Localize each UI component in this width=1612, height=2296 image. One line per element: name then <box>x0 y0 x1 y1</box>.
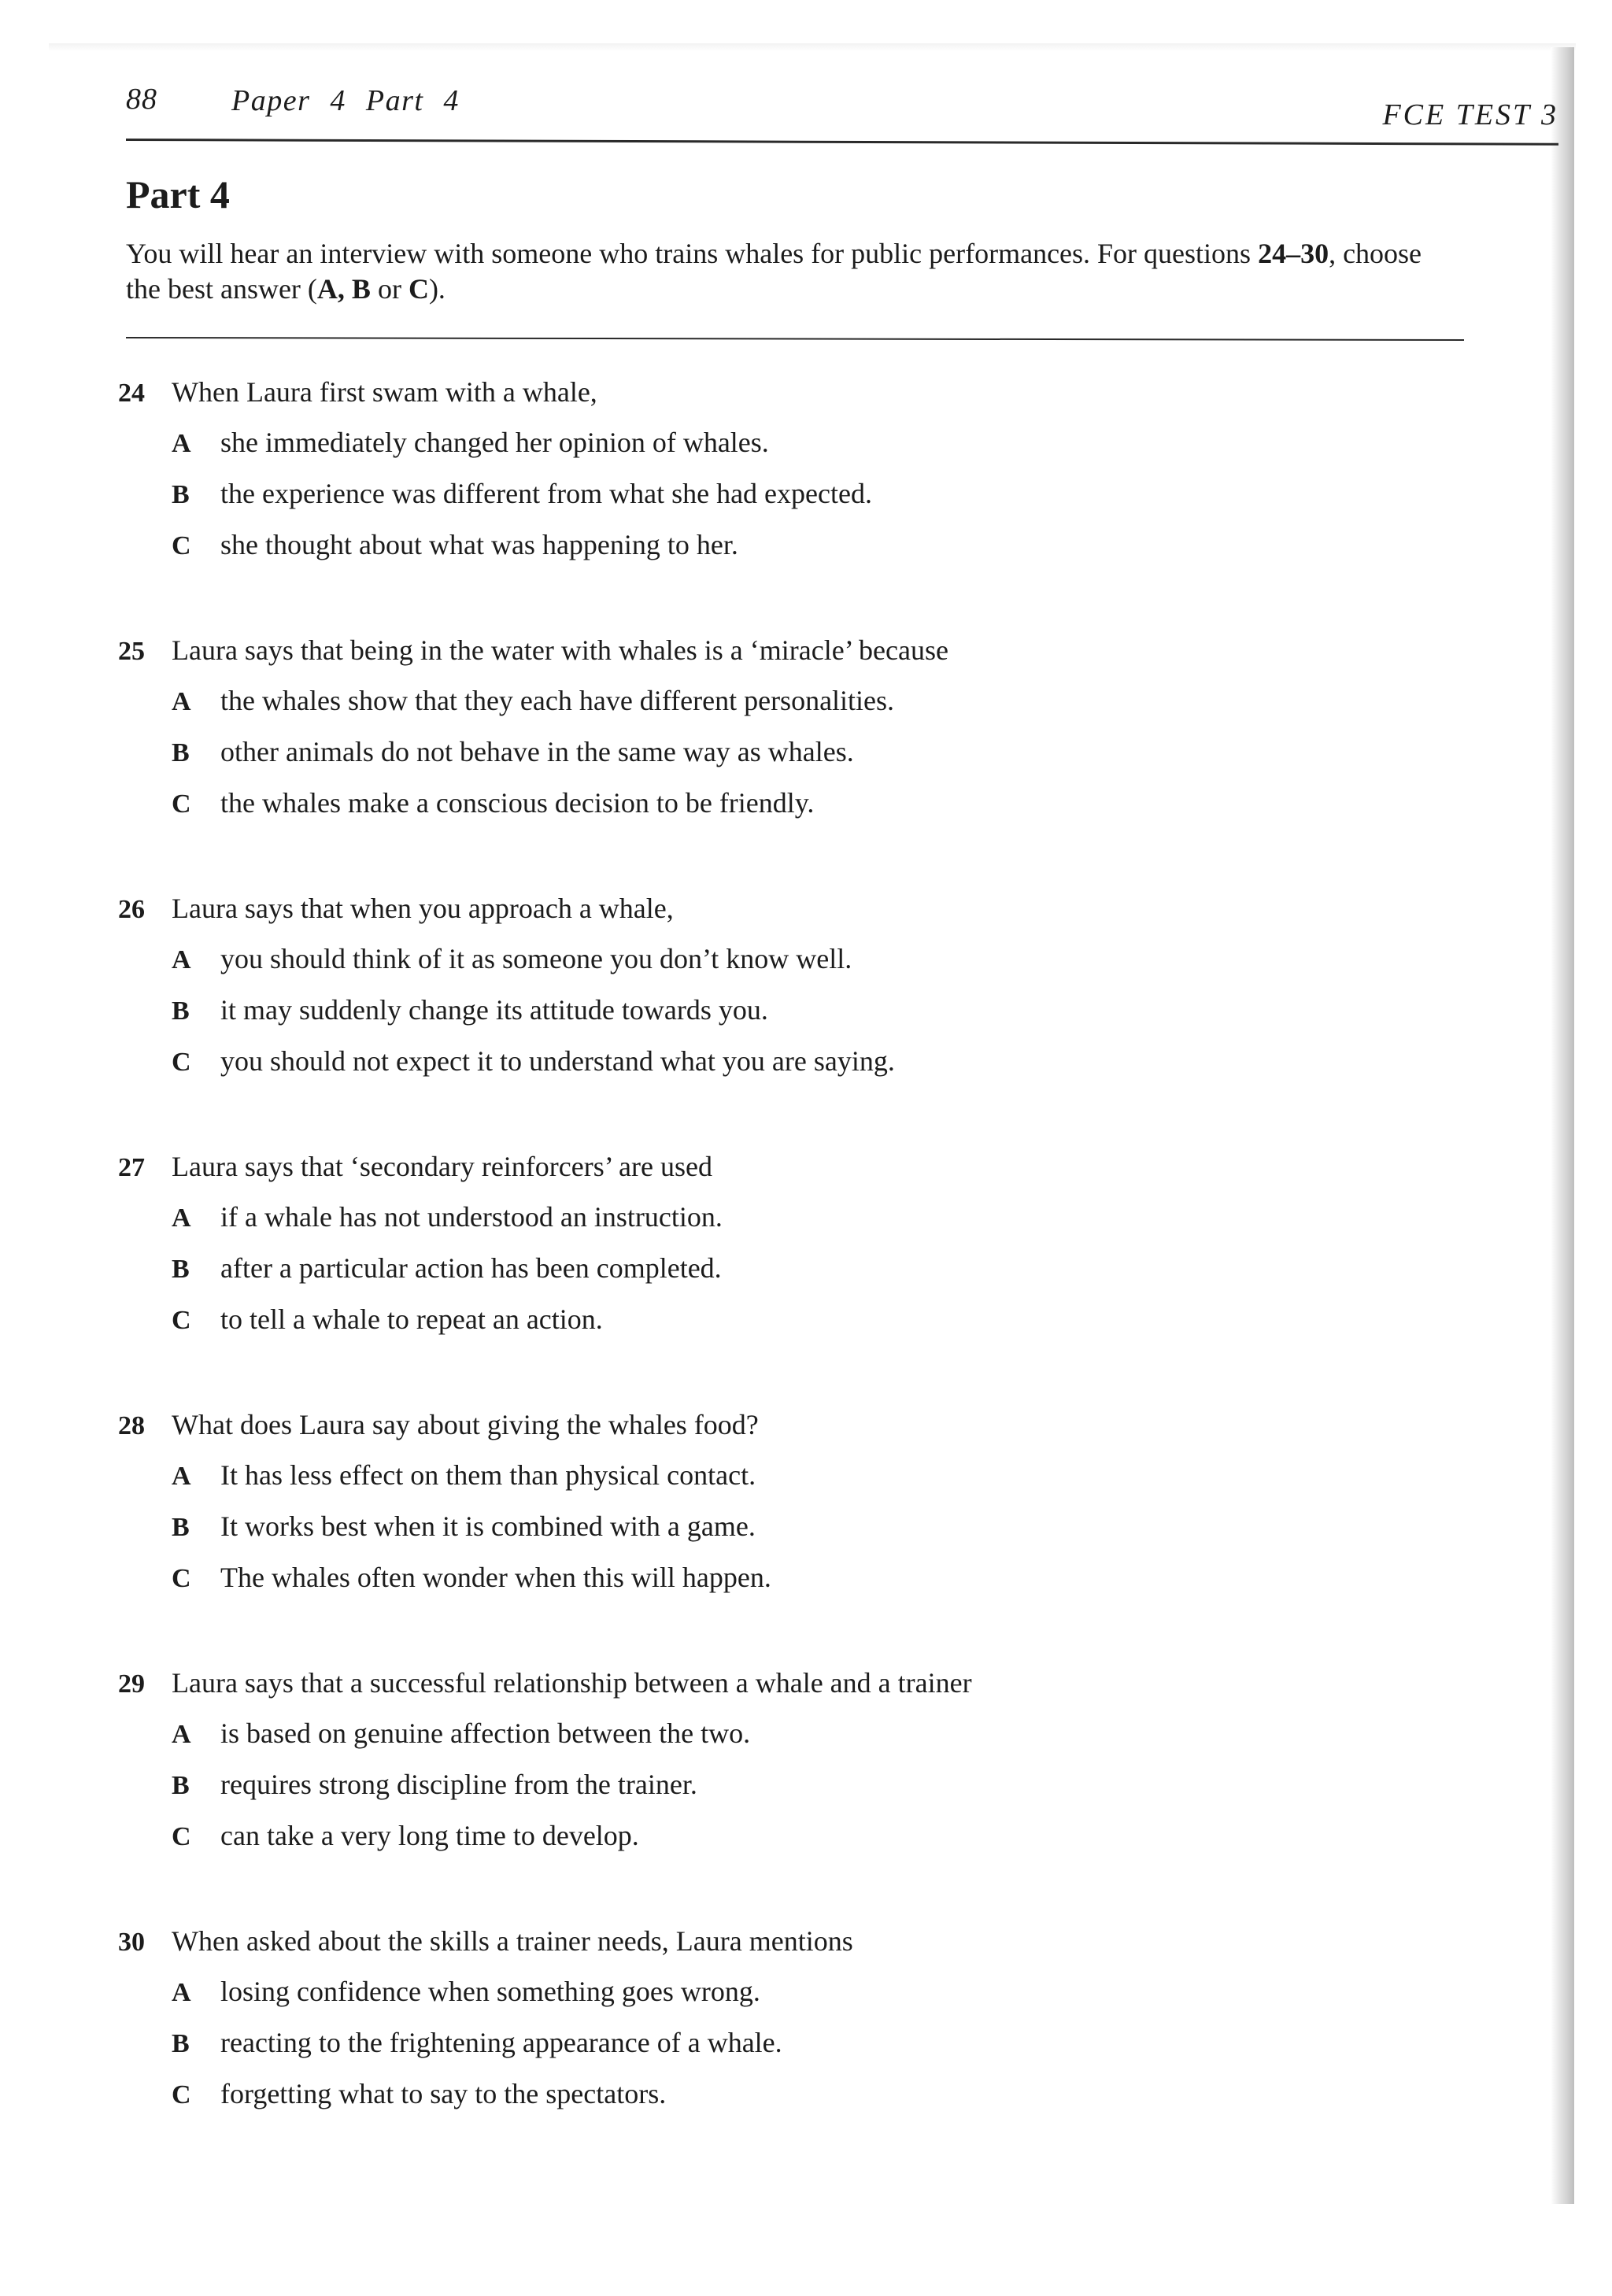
option-text: if a whale has not understood an instruction. <box>220 1201 723 1233</box>
option-text: reacting to the frightening appearance of a whale. <box>220 2027 782 2058</box>
option-letter: A <box>172 1462 191 1491</box>
question-30 <box>118 1924 1299 2182</box>
question-list <box>118 375 1299 2182</box>
option-c <box>172 527 738 564</box>
option-text: The whales often wonder when this will happen. <box>220 1562 771 1593</box>
section-label: Paper 4 Part 4 <box>231 84 460 117</box>
option-text: after a particular action has been completed. <box>220 1252 722 1284</box>
question-stem <box>118 1924 853 1960</box>
option-letter: C <box>172 1822 191 1851</box>
question-stem <box>118 1666 972 1702</box>
question-text: Laura says that a successful relationship between a whale and a trainer <box>172 1667 972 1699</box>
option-letter: B <box>172 1255 190 1284</box>
question-number: 28 <box>118 1411 145 1440</box>
option-letter: C <box>172 789 191 819</box>
option-text: is based on genuine affection between the two. <box>220 1717 751 1749</box>
option-text: it may suddenly change its attitude towards you. <box>220 994 768 1026</box>
option-text: the experience was different from what she had expected. <box>220 478 872 509</box>
option-c <box>172 1560 771 1596</box>
running-header <box>126 79 1558 150</box>
instructions <box>126 236 1456 307</box>
option-text: forgetting what to say to the spectators. <box>220 2078 667 2109</box>
instructions-text-after: ). <box>428 273 446 305</box>
question-27 <box>118 1149 1299 1407</box>
option-letter: B <box>172 738 190 767</box>
option-c <box>172 786 814 822</box>
question-text: Laura says that ‘secondary reinforcers’ are used <box>172 1151 712 1182</box>
option-letter: B <box>172 1771 190 1800</box>
question-text: What does Laura say about giving the whales food? <box>172 1409 759 1440</box>
option-b <box>172 1251 722 1287</box>
option-text: other animals do not behave in the same way as whales. <box>220 736 854 767</box>
option-letter: A <box>172 687 191 716</box>
option-letter: A <box>172 1978 191 2007</box>
option-letter: C <box>172 2080 191 2109</box>
option-c <box>172 1302 603 1338</box>
option-text: she thought about what was happening to her. <box>220 529 738 560</box>
scan-edge <box>1551 47 1574 2204</box>
option-text: requires strong discipline from the trainer. <box>220 1769 697 1800</box>
question-24 <box>118 375 1299 633</box>
part-title: Part 4 <box>126 172 230 216</box>
option-a <box>172 1974 760 2010</box>
question-text: When Laura first swam with a whale, <box>172 376 597 408</box>
instructions-option-a: A <box>316 273 338 305</box>
question-stem <box>118 891 674 927</box>
option-text: can take a very long time to develop. <box>220 1820 639 1851</box>
option-text: to tell a whale to repeat an action. <box>220 1303 603 1335</box>
option-text: losing confidence when something goes wrong. <box>220 1976 760 2007</box>
option-a <box>172 425 769 461</box>
option-letter: B <box>172 996 190 1026</box>
option-c <box>172 1044 895 1080</box>
option-b <box>172 993 768 1029</box>
option-a <box>172 683 894 719</box>
option-letter: C <box>172 1048 191 1077</box>
option-b <box>172 2025 782 2061</box>
question-26 <box>118 891 1299 1149</box>
option-letter: A <box>172 429 191 458</box>
option-a <box>172 1200 723 1236</box>
option-b <box>172 1509 756 1545</box>
page-number: 88 <box>126 83 157 116</box>
question-stem <box>118 1407 759 1444</box>
scan-top-shade <box>49 43 1576 51</box>
question-28 <box>118 1407 1299 1666</box>
option-letter: A <box>172 1720 191 1749</box>
option-letter: C <box>172 531 191 560</box>
question-number: 24 <box>118 379 145 408</box>
option-letter: B <box>172 1513 190 1542</box>
option-text: she immediately changed her opinion of whales. <box>220 427 769 458</box>
option-text: It has less effect on them than physical contact. <box>220 1459 756 1491</box>
option-letter: A <box>172 945 191 974</box>
option-c <box>172 1818 639 1854</box>
instructions-text-before: You will hear an interview with someone who trains whales for public performances. For questions <box>126 238 1259 269</box>
instructions-text-or: or <box>370 273 409 305</box>
instructions-text-middle: , choose the best answer ( <box>126 238 1422 305</box>
option-letter: B <box>172 2029 190 2058</box>
option-text: you should think of it as someone you don’t know well. <box>220 943 852 974</box>
header-rule <box>126 139 1558 146</box>
question-text: Laura says that being in the water with whales is a ‘miracle’ because <box>172 634 948 666</box>
question-range: 24–30 <box>1258 238 1329 269</box>
option-b <box>172 1767 697 1803</box>
instructions-option-c: C <box>408 273 429 305</box>
option-text: the whales show that they each have different personalities. <box>220 685 895 716</box>
test-label: FCE TEST 3 <box>1382 98 1558 131</box>
option-c <box>172 2076 666 2113</box>
question-stem <box>118 633 948 669</box>
option-a <box>172 941 852 978</box>
option-text: you should not expect it to understand what you are saying. <box>220 1045 895 1077</box>
instructions-option-b: B <box>351 273 371 305</box>
question-stem <box>118 375 597 411</box>
option-a <box>172 1716 750 1752</box>
question-number: 29 <box>118 1669 145 1699</box>
instructions-separator: , <box>337 273 352 305</box>
instructions-rule <box>126 337 1464 341</box>
question-number: 26 <box>118 895 145 924</box>
question-text: When asked about the skills a trainer needs, Laura mentions <box>172 1925 853 1957</box>
question-29 <box>118 1666 1299 1924</box>
option-a <box>172 1458 756 1494</box>
question-number: 27 <box>118 1153 145 1182</box>
option-letter: C <box>172 1306 191 1335</box>
option-b <box>172 734 854 771</box>
question-number: 30 <box>118 1928 145 1957</box>
question-stem <box>118 1149 712 1185</box>
option-letter: B <box>172 480 190 509</box>
option-text: It works best when it is combined with a game. <box>220 1510 756 1542</box>
question-text: Laura says that when you approach a whale, <box>172 893 674 924</box>
question-number: 25 <box>118 637 145 666</box>
question-25 <box>118 633 1299 891</box>
option-letter: C <box>172 1564 191 1593</box>
option-letter: A <box>172 1203 191 1233</box>
option-text: the whales make a conscious decision to be friendly. <box>220 787 815 819</box>
option-b <box>172 476 872 512</box>
